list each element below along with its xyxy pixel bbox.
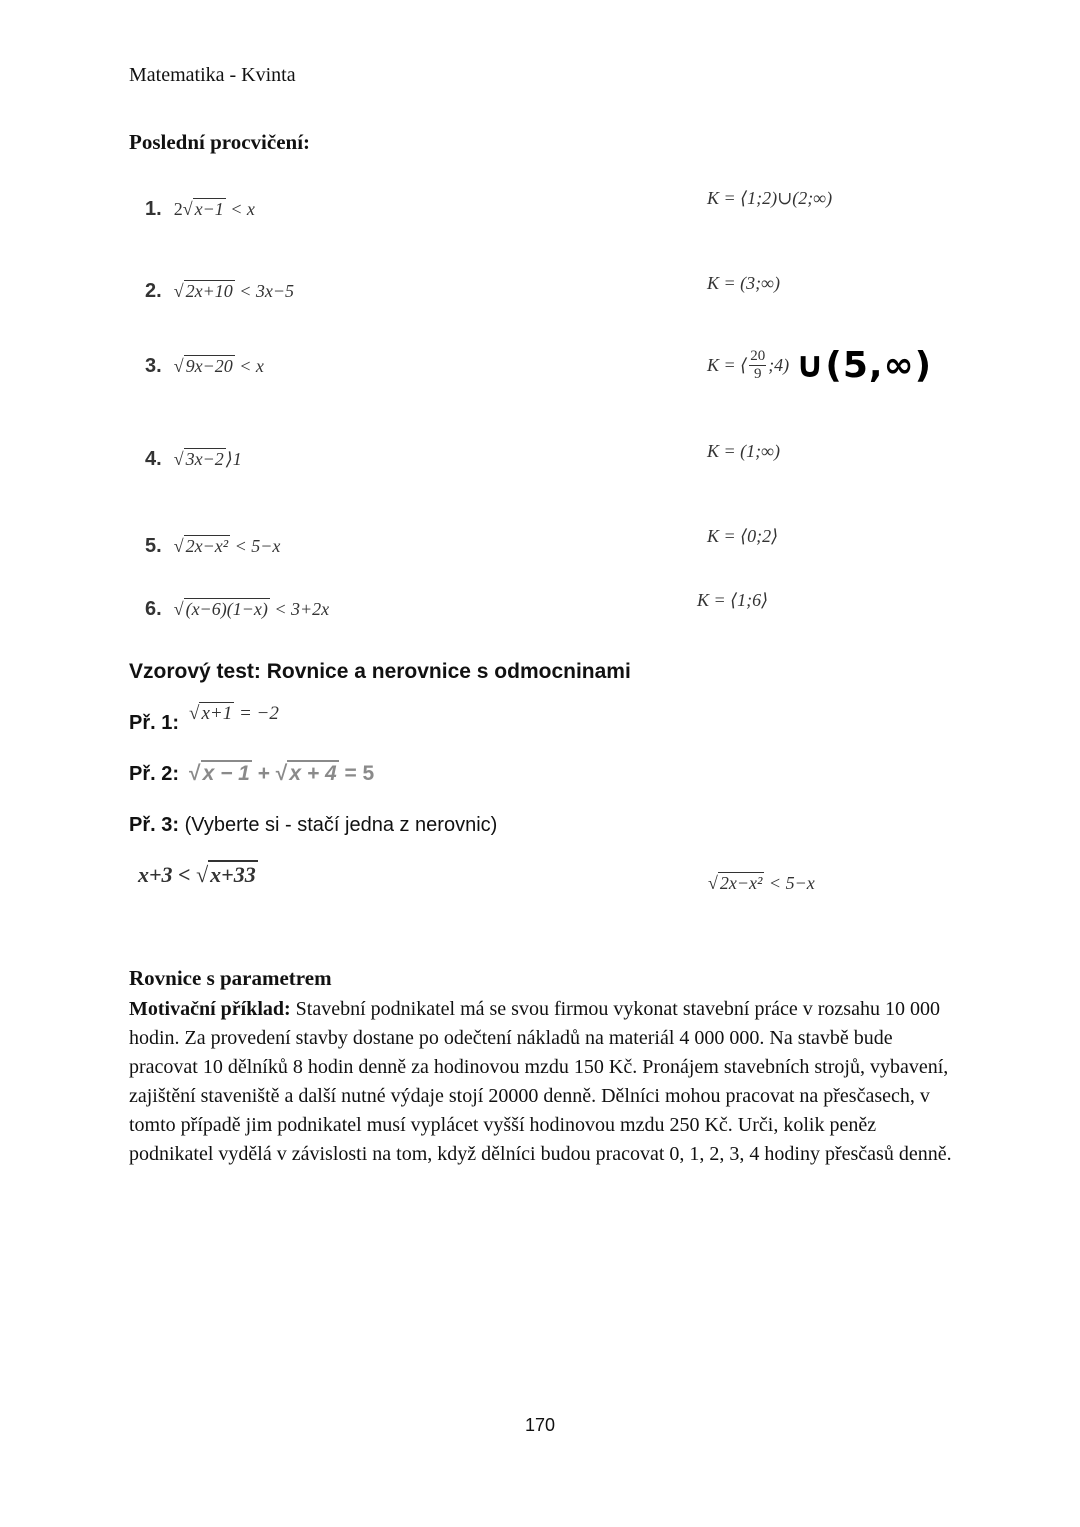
answer-5: K = ⟨0;2⟩: [707, 526, 779, 546]
exercise-3: [145, 355, 264, 378]
radicand: 9x−20: [185, 356, 233, 376]
expression-rest: ⟩1: [225, 449, 242, 469]
expression-rest: < 3x−5: [234, 281, 295, 301]
exercise-1: [145, 198, 255, 221]
test-exercise-3: [129, 814, 497, 837]
exercise-number: 2.: [145, 280, 162, 302]
exercise-expression: 2√ x−1 < x: [173, 199, 255, 219]
answer-6: K = ⟨1;6⟩: [697, 590, 769, 610]
exercise-label: Př. 2:: [129, 763, 180, 785]
expression-rest: < x: [225, 199, 255, 219]
page-number: 170: [524, 1415, 556, 1435]
exercise-note: (Vyberte si - stačí jedna z nerovnic): [184, 814, 498, 836]
expression-rest: < 5−x: [764, 873, 815, 893]
exercise-expression: √ 3x−2 ⟩1: [173, 449, 242, 469]
radicand: 2x−x²: [185, 536, 229, 556]
exercise-5: [145, 535, 280, 558]
motivation-label: Motivační příklad:: [129, 998, 291, 1020]
exercise-expression: √ (x−6)(1−x) < 3+2x: [173, 599, 330, 619]
answer-1: K = ⟨1;2)∪(2;∞): [707, 188, 833, 208]
inequality-option-2: √ 2x−x² < 5−x: [708, 873, 815, 893]
exercise-expression: √x − 1 + √x + 4 = 5: [189, 762, 375, 785]
answer-suffix: ;4): [768, 355, 790, 375]
plus-sign: +: [251, 762, 276, 785]
test-exercise-2: [129, 762, 374, 786]
expression-rest: < x: [234, 356, 264, 376]
practice-title: Poslední procvičení:: [129, 130, 311, 154]
answer-prefix: K = ⟨: [707, 355, 748, 375]
exercise-2: [145, 280, 294, 303]
fraction-numerator: 20: [750, 348, 766, 364]
radicand-b: x + 4: [289, 762, 337, 785]
radicand: x+33: [210, 862, 256, 887]
exercise-label: Př. 3:: [129, 814, 180, 836]
expression-rest: < 3+2x: [269, 599, 330, 619]
answer-2: K = (3;∞): [707, 273, 780, 293]
radicand-a: x − 1: [202, 762, 250, 785]
parameter-title: Rovnice s parametrem: [129, 966, 332, 990]
inequality-option-1: x+3 < √x+33: [138, 862, 256, 887]
radicand: x+1: [201, 703, 233, 724]
radicand: 3x−2: [185, 449, 224, 469]
coefficient: 2: [173, 199, 183, 219]
expression-left: x+3 <: [138, 862, 197, 887]
exercise-4: [145, 448, 242, 471]
exercise-number: 1.: [145, 198, 162, 220]
test-exercise-1: [129, 700, 279, 735]
exercise-expression: √ 9x−20 < x: [173, 356, 264, 376]
exercise-6: [145, 598, 329, 621]
exercise-expression: √ 2x−x² < 5−x: [173, 536, 281, 556]
exercise-number: 4.: [145, 448, 162, 470]
exercise-label: Př. 1:: [129, 712, 180, 734]
document-header: Matematika - Kvinta: [129, 64, 296, 86]
radicand: 2x+10: [185, 281, 233, 301]
fraction-denominator: 9: [753, 366, 762, 382]
test-title: Vzorový test: Rovnice a nerovnice s odmocninami: [129, 660, 631, 683]
expression-rest: = 5: [338, 762, 375, 785]
handwritten-answer: ∪(5,∞): [795, 345, 933, 386]
fraction: [749, 348, 766, 383]
expression-rest: < 5−x: [230, 536, 281, 556]
expression-rest: = −2: [234, 703, 279, 724]
motivation-paragraph: [129, 995, 959, 1169]
exercise-expression: √ 2x+10 < 3x−5: [173, 281, 295, 301]
exercise-number: 3.: [145, 355, 162, 377]
motivation-text: Stavební podnikatel má se svou firmou vykonat stavební práce v rozsahu 10 000 hodin. Za provedení stavby dostane po odečtení nákladů na materiál 4 000 000. Na stavbě bude pracovat 10 dělníků 8 hodin denně za hodinovou mzdu 150 Kč. Pronájem stavebních strojů, vybavení, zajištění staveniště a další nutné výdaje stojí 20000 denně. Dělníci mohou pracovat na přesčasech, v tomto případě jim podnikatel musí vyplácet vyšší hodinovou mzdu 250 Kč. Urči, kolik peněz podnikatel vydělá v závislosti na tom, když dělníci budou pracovat 0, 1, 2, 3, 4 hodiny přesčasů denně.: [129, 998, 952, 1165]
radicand: x−1: [194, 199, 224, 219]
exercise-number: 6.: [145, 598, 162, 620]
radicand: 2x−x²: [719, 873, 763, 893]
answer-3: [707, 345, 932, 386]
answer-4: K = (1;∞): [707, 441, 780, 461]
exercise-expression: √ x+1 = −2: [189, 703, 279, 724]
radicand: (x−6)(1−x): [185, 599, 268, 619]
exercise-number: 5.: [145, 535, 162, 557]
